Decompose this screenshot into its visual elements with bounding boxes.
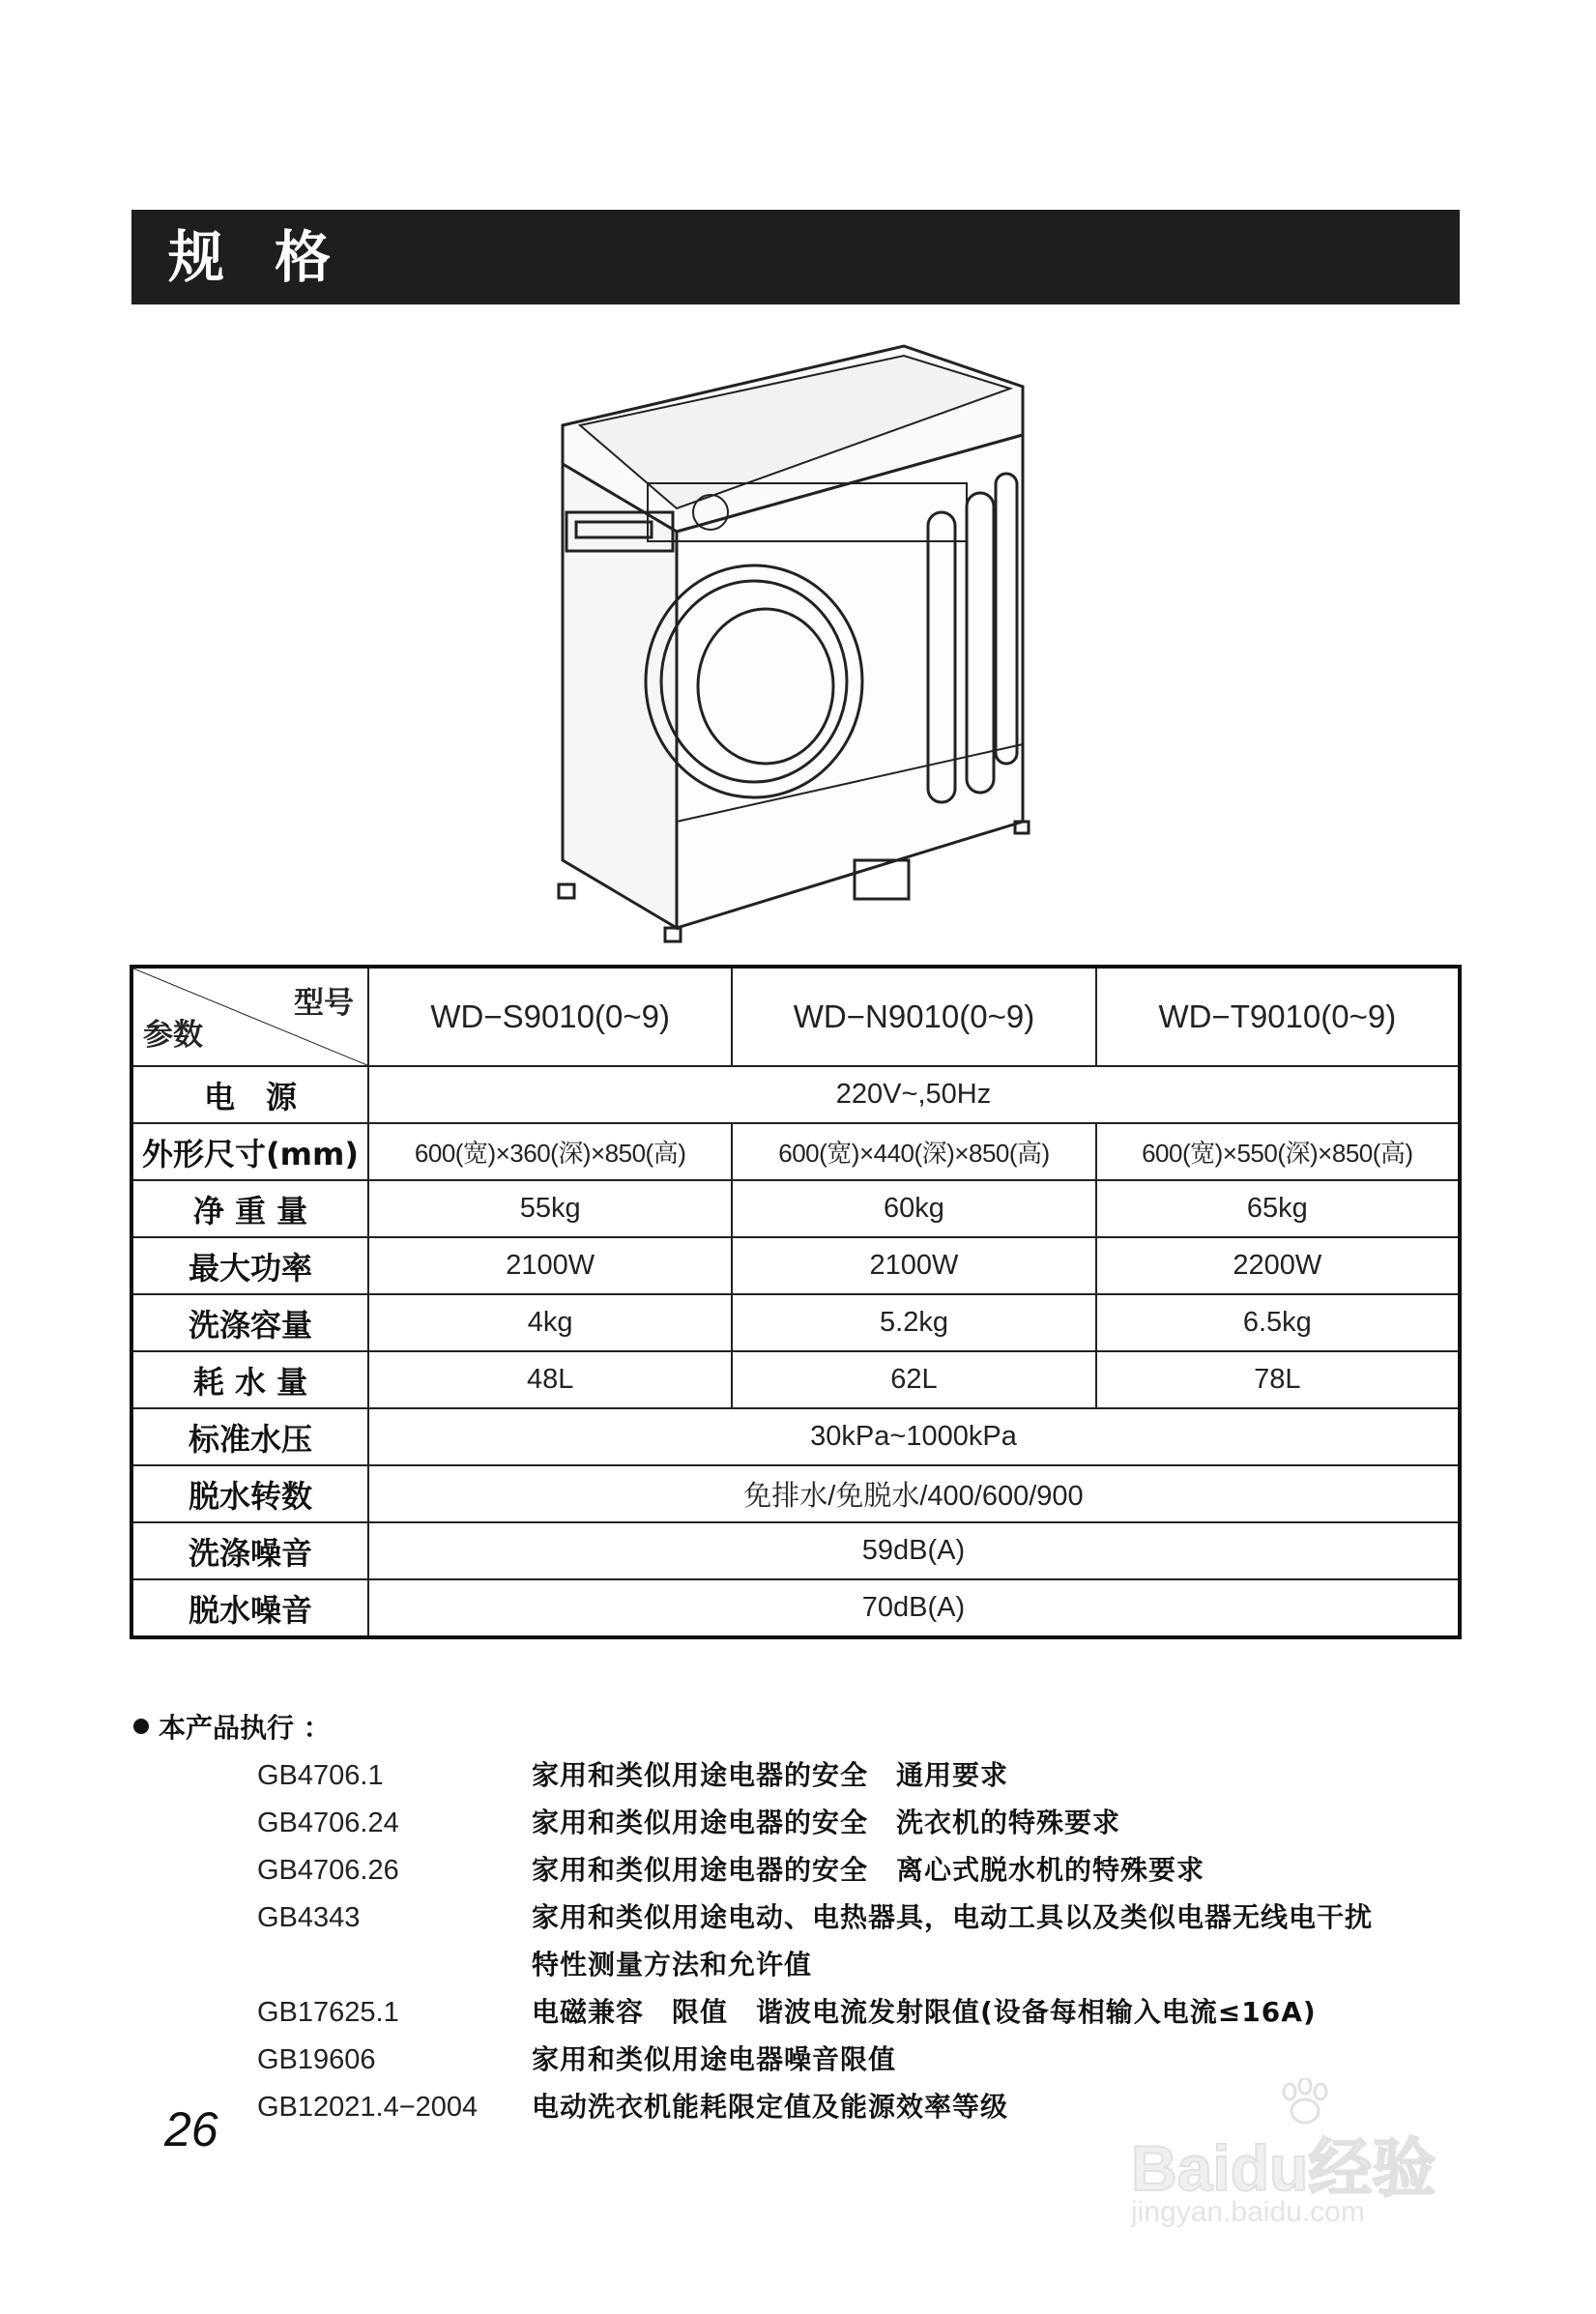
- row-label: 脱水转数: [131, 1465, 368, 1522]
- row-label: 洗涤容量: [131, 1294, 368, 1351]
- table-cell: 78L: [1096, 1351, 1460, 1408]
- list-item: [257, 2039, 1494, 2080]
- standard-code: GB4706.1: [257, 1760, 384, 1791]
- table-cell: 2100W: [368, 1237, 732, 1294]
- row-label: 电 源: [131, 1066, 368, 1123]
- row-label: 最大功率: [131, 1237, 368, 1294]
- table-row: [131, 1522, 1460, 1579]
- standard-code: [257, 1945, 532, 1985]
- row-label: 外形尺寸(mm): [131, 1123, 368, 1180]
- row-label: 耗 水 量: [131, 1351, 368, 1408]
- list-item: [257, 1755, 1494, 1796]
- table-row: [131, 1408, 1460, 1465]
- table-cell: 55kg: [368, 1180, 732, 1237]
- table-cell: 70dB(A): [368, 1579, 1460, 1637]
- table-cell: 6.5kg: [1096, 1294, 1460, 1351]
- table-cell: 2100W: [732, 1237, 1095, 1294]
- table-row: [131, 1465, 1460, 1522]
- row-label: 标准水压: [131, 1408, 368, 1465]
- corner-param-label: 参数: [143, 1018, 203, 1052]
- table-cell: 62L: [732, 1351, 1095, 1408]
- table-row: [131, 1123, 1460, 1180]
- list-item: [257, 1992, 1494, 2033]
- table-row: [131, 1066, 1460, 1123]
- standard-desc: 家用和类似用途电器的安全 洗衣机的特殊要求: [532, 1807, 1121, 1838]
- table-row: [131, 1237, 1460, 1294]
- standard-code: GB4706.26: [257, 1855, 399, 1886]
- table-row: [131, 1579, 1460, 1637]
- table-row: [131, 1180, 1460, 1237]
- standard-desc: 电动洗衣机能耗限定值及能源效率等级: [532, 2091, 1009, 2123]
- table-cell: 免排水/免脱水/400/600/900: [368, 1465, 1460, 1522]
- standard-desc: 家用和类似用途电器噪音限值: [532, 2043, 897, 2075]
- section-title-bar: [131, 210, 1460, 304]
- standards-heading: [133, 1707, 331, 1746]
- corner-model-label: 型号: [294, 986, 354, 1020]
- corner-cell: [131, 967, 368, 1066]
- table-cell: 600(宽)×550(深)×850(高): [1096, 1123, 1460, 1180]
- model-header: WD−N9010(0~9): [732, 967, 1095, 1066]
- watermark-brand: Baidu经验: [1131, 2132, 1436, 2204]
- list-item: [257, 1897, 1494, 1938]
- table-cell: 220V~,50Hz: [368, 1066, 1460, 1123]
- row-label: 洗涤噪音: [131, 1522, 368, 1579]
- standard-code: GB4343: [257, 1902, 361, 1933]
- list-item: [257, 1850, 1494, 1891]
- table-cell: 4kg: [368, 1294, 732, 1351]
- table-cell: 5.2kg: [732, 1294, 1095, 1351]
- model-header: WD−T9010(0~9): [1096, 967, 1460, 1066]
- standard-code: GB12021.4−2004: [257, 2092, 479, 2123]
- table-row: [131, 1351, 1460, 1408]
- row-label: 净 重 量: [131, 1180, 368, 1237]
- table-cell: 60kg: [732, 1180, 1095, 1237]
- standard-code: GB4706.24: [257, 1808, 399, 1838]
- table-row: [131, 1294, 1460, 1351]
- list-item: [257, 1803, 1494, 1843]
- standard-code: GB19606: [257, 2044, 376, 2075]
- spec-table: [130, 965, 1462, 1639]
- table-cell: 2200W: [1096, 1237, 1460, 1294]
- table-cell: 48L: [368, 1351, 732, 1408]
- standard-desc: 电磁兼容 限值 谐波电流发射限值(设备每相输入电流≤16A): [532, 1996, 1317, 2028]
- model-header: WD−S9010(0~9): [368, 967, 732, 1066]
- standard-desc: 特性测量方法和允许值: [532, 1949, 813, 1981]
- page-number: 26: [164, 2102, 218, 2156]
- standard-desc: 家用和类似用途电器的安全 离心式脱水机的特殊要求: [532, 1854, 1205, 1886]
- table-cell: 65kg: [1096, 1180, 1460, 1237]
- standards-heading-text: 本产品执行 ：: [159, 1712, 331, 1744]
- standards-section: [133, 1707, 1374, 2123]
- page-title: 规格: [168, 224, 382, 290]
- standard-code: GB17625.1: [257, 1997, 399, 2028]
- standard-desc: 家用和类似用途电动、电热器具，电动工具以及类似电器无线电干扰: [532, 1901, 1374, 1933]
- table-cell: 59dB(A): [368, 1522, 1460, 1579]
- row-label: 脱水噪音: [131, 1579, 368, 1637]
- washing-machine-illustration: [541, 319, 1044, 957]
- watermark-url: jingyan.baidu.com: [1131, 2196, 1365, 2228]
- list-item: [257, 1945, 1494, 1985]
- standard-desc: 家用和类似用途电器的安全 通用要求: [532, 1759, 1009, 1791]
- bullet-icon: [133, 1719, 149, 1734]
- table-header-row: [131, 967, 1460, 1066]
- baidu-watermark: [1131, 2078, 1498, 2233]
- table-cell: 600(宽)×440(深)×850(高): [732, 1123, 1095, 1180]
- table-cell: 30kPa~1000kPa: [368, 1408, 1460, 1465]
- table-cell: 600(宽)×360(深)×850(高): [368, 1123, 732, 1180]
